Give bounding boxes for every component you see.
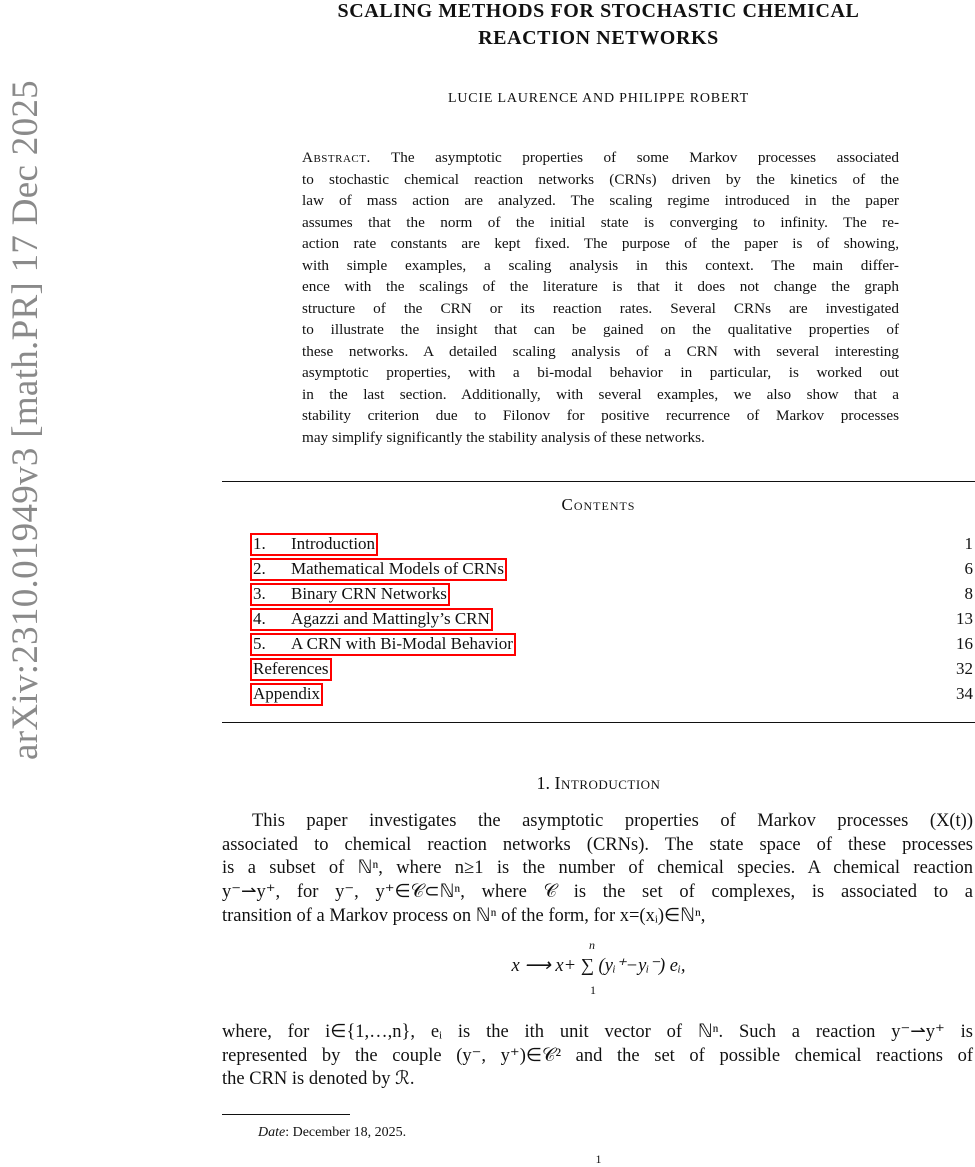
toc-row — [250, 557, 973, 582]
body-line: where, for i∈{1,…,n}, eᵢ is the ith unit vector of ℕⁿ. Such a reaction y⁻⇀y⁺ is — [222, 1022, 973, 1042]
toc-link-introduction[interactable]: 1. Introduction — [250, 533, 378, 556]
abstract-line: stability criterion due to Filonov for positive recurrence of Markov processes — [302, 407, 899, 424]
intro-paragraph-1 — [222, 810, 973, 929]
equation-body: x ⟶ x+ ∑ (yᵢ⁺−yᵢ⁻) eᵢ, — [511, 956, 686, 976]
toc-row — [250, 632, 973, 657]
paper-title-line-1: SCALING METHODS FOR STOCHASTIC CHEMICAL — [337, 0, 860, 22]
body-line: the CRN is denoted by ℛ. — [222, 1069, 415, 1090]
abstract-line: in the last section. Additionally, with several examples, we also show that a — [302, 385, 899, 403]
contents-top-rule — [222, 481, 975, 482]
paper-title-line-2: REACTION NETWORKS — [478, 27, 719, 49]
abstract-line: with simple examples, a scaling analysis in this context. The main differ- — [302, 256, 899, 274]
body-line: is a subset of ℕⁿ, where n≥1 is the number of chemical species. A chemical reaction — [222, 858, 973, 879]
authors: LUCIE LAURENCE AND PHILIPPE ROBERT — [448, 91, 749, 106]
abstract-line: assumes that the norm of the initial state is converging to infinity. The re- — [302, 213, 899, 231]
abstract-line: may simplify significantly the stability analysis of these networks. — [302, 428, 705, 446]
toc-row — [250, 582, 973, 607]
toc-link-references[interactable]: References — [250, 658, 332, 681]
toc-link-bimodal[interactable]: 5. A CRN with Bi-Modal Behavior — [250, 633, 516, 656]
section-heading: 1. Introduction — [536, 773, 661, 793]
abstract-line: these networks. A detailed scaling analysis of a CRN with several interesting — [302, 342, 899, 360]
arxiv-stamp: arXiv:2310.01949v3 [math.PR] 17 Dec 2025 — [5, 80, 46, 760]
sum-upper-limit: n — [589, 938, 595, 952]
footnote-date: Date: December 18, 2025. — [258, 1125, 407, 1140]
sum-lower-limit: 1 — [590, 983, 596, 997]
contents-bottom-rule — [222, 722, 975, 723]
toc-page: 32 — [956, 659, 973, 678]
abstract-line: structure of the CRN or its reaction rates. Several CRNs are investigated — [302, 299, 899, 317]
toc-link-agazzi-mattingly[interactable]: 4. Agazzi and Mattingly’s CRN — [250, 608, 493, 631]
toc-page: 8 — [964, 584, 973, 603]
toc-page: 34 — [956, 684, 973, 703]
table-of-contents — [250, 532, 973, 707]
body-line: This paper investigates the asymptotic properties of Markov processes (X(t)) — [252, 811, 973, 831]
toc-row — [250, 657, 973, 682]
toc-link-appendix[interactable]: Appendix — [250, 683, 323, 706]
body-line: represented by the couple (y⁻, y⁺)∈𝒞² and the set of possible chemical reactions of — [222, 1045, 973, 1066]
body-line: associated to chemical reaction networks (CRNs). The state space of these processes — [222, 834, 973, 855]
toc-link-mathematical-models[interactable]: 2. Mathematical Models of CRNs — [250, 558, 507, 581]
intro-paragraph-2 — [222, 1021, 973, 1092]
contents-title: Contents — [561, 495, 636, 514]
abstract-label: Abstract. — [302, 149, 371, 166]
abstract-line: to stochastic chemical reaction networks (CRNs) driven by the kinetics of the — [302, 170, 899, 188]
body-line: y⁻⇀y⁺, for y⁻, y⁺∈𝒞⊂ℕⁿ, where 𝒞 is the set of complexes, is associated to a — [222, 882, 973, 903]
abstract-line: action rate constants are kept fixed. The purpose of the paper is of showing, — [302, 235, 899, 252]
footnote-rule — [222, 1114, 350, 1115]
abstract-line: to illustrate the insight that can be gained on the qualitative properties of — [302, 321, 899, 338]
abstract-line: asymptotic properties, with a bi-modal behavior in particular, is worked out — [302, 364, 899, 381]
toc-page: 13 — [956, 609, 973, 628]
toc-page: 16 — [956, 634, 973, 653]
toc-row — [250, 532, 973, 557]
body-line: transition of a Markov process on ℕⁿ of the form, for x=(xᵢ)∈ℕⁿ, — [222, 905, 706, 926]
abstract — [302, 147, 899, 448]
abstract-line: Abstract. The asymptotic properties of some Markov processes associated — [302, 149, 899, 166]
toc-row — [250, 607, 973, 632]
abstract-line: law of mass action are analyzed. The scaling regime introduced in the paper — [302, 192, 899, 209]
toc-page: 1 — [964, 534, 973, 553]
display-equation — [222, 938, 975, 1003]
toc-page: 6 — [964, 559, 973, 578]
page-number: 1 — [595, 1152, 602, 1166]
toc-row — [250, 682, 973, 707]
toc-link-binary-crn[interactable]: 3. Binary CRN Networks — [250, 583, 450, 606]
abstract-line: ence with the scalings of the literature is that it does not change the graph — [302, 278, 899, 295]
